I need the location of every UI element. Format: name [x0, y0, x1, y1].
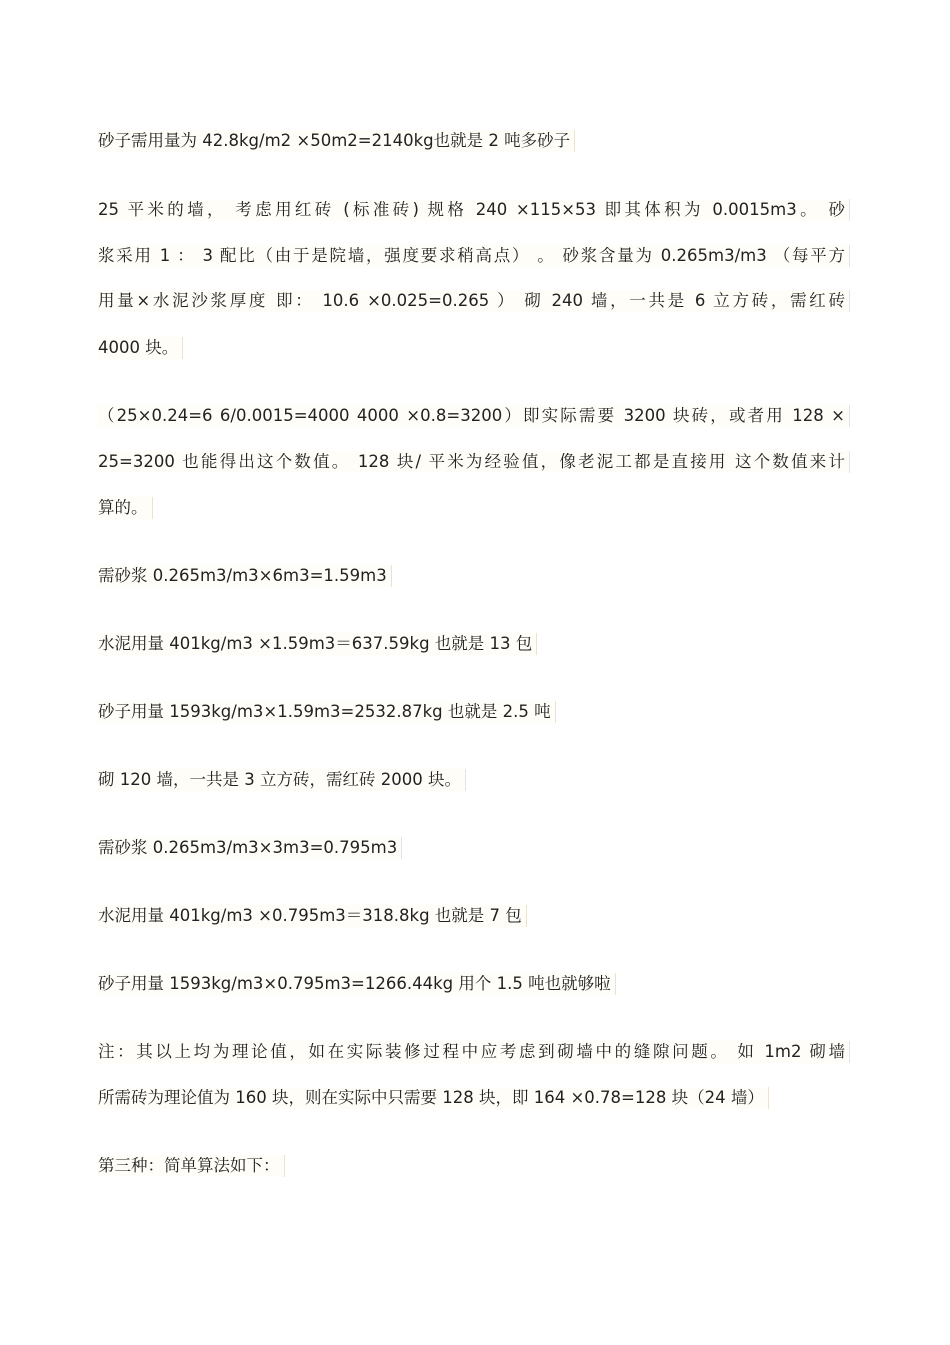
text-line-sand-requirement: 砂子需用量为 42.8kg/m2 ×50m2=2140kg也就是 2 吨多砂子 — [98, 130, 575, 152]
text-line-actual-bricks: （25×0.24=6 6/0.0015=4000 4000 ×0.8=3200）即实际需要 3200 块砖，或者用 128 × — [98, 405, 850, 427]
text-line-mortar-thickness: 用量×水泥沙浆厚度 即： 10.6 ×0.025=0.265 ） 砌 240 墙，一共是 6 立方砖，需红砖 — [98, 290, 850, 312]
text-line-wall-120: 砌 120 墙，一共是 3 立方砖，需红砖 2000 块。 — [98, 769, 466, 791]
text-line-brick-count: 4000 块。 — [98, 337, 183, 359]
text-line-sand-240: 砂子用量 1593kg/m3×1.59m3=2532.87kg 也就是 2.5 吨 — [98, 701, 556, 723]
text-line-mortar-240: 需砂浆 0.265m3/m3×6m3=1.59m3 — [98, 565, 392, 587]
text-line-mortar-ratio: 浆采用 1 ： 3 配比（由于是院墙，强度要求稍高点） 。 砂浆含量为 0.265m3/m3 （每平方 — [98, 245, 850, 267]
text-line-cement-240: 水泥用量 401kg/m3 ×1.59m3＝637.59kg 也就是 13 包 — [98, 633, 537, 655]
text-line-mortar-120: 需砂浆 0.265m3/m3×3m3=0.795m3 — [98, 837, 402, 859]
text-line-note: 注：其以上均为理论值，如在实际装修过程中应考虑到砌墙中的缝隙问题。 如 1m2 砌墙 — [98, 1041, 850, 1063]
text-line-third-method: 第三种：简单算法如下： — [98, 1155, 285, 1177]
text-line-cement-120: 水泥用量 401kg/m3 ×0.795m3＝318.8kg 也就是 7 包 — [98, 905, 527, 927]
text-line-calc-end: 算的。 — [98, 497, 153, 519]
text-line-sand-120: 砂子用量 1593kg/m3×0.795m3=1266.44kg 用个 1.5 吨也就够啦 — [98, 973, 616, 995]
text-line-note-continued: 所需砖为理论值为 160 块，则在实际中只需要 128 块，即 164 ×0.78=128 块（24 墙） — [98, 1087, 769, 1109]
text-line-wall-25sqm: 25 平米的墙， 考虑用红砖 (标准砖) 规格 240 ×115×53 即其体积为 0.0015m3。 砂 — [98, 199, 850, 221]
text-line-empirical-value: 25=3200 也能得出这个数值。 128 块/ 平米为经验值，像老泥工都是直接用 这个数值来计 — [98, 451, 850, 473]
